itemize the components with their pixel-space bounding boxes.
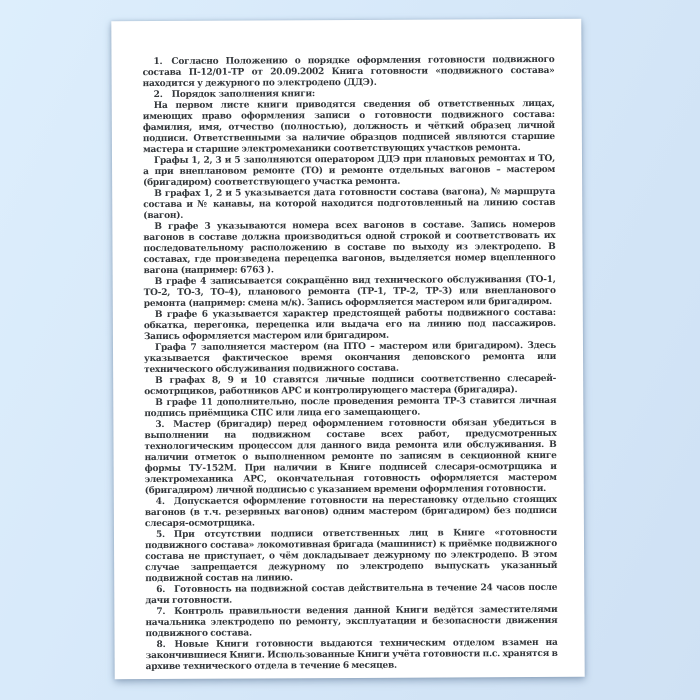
paragraph-number: 5.	[155, 529, 165, 541]
paragraph-text: Готовность на подвижной состав действительна в течение 24 часов после дачи готовности.	[145, 582, 558, 607]
paragraph	[144, 418, 556, 497]
paragraph-number: 8.	[156, 639, 166, 651]
paragraph	[143, 154, 555, 189]
paragraph-number: 7.	[156, 606, 166, 618]
paragraph-number: 6.	[156, 584, 166, 596]
paragraph	[146, 638, 558, 673]
paragraph	[144, 341, 556, 376]
paragraph-text: Согласно Положению о порядке оформления готовности подвижного состава П-12/01-ТР от 20.09.2002 Книга готовности «подвижного состава» находится у дежурного по электродепо (ДДЭ).	[142, 54, 555, 90]
paragraph	[143, 220, 555, 277]
paragraph-text: В графе 4 записывается сокращённо вид технического обслуживания (ТО-1, ТО-2, ТО-3, ТО-4), планового ремонта (ТР-1, ТР-2, ТР-3) или внепланового ремонта (например: смена м/к). Запись оформляется мастером или бригадиром.	[143, 274, 556, 310]
paragraph-text: Контроль правильности ведения данной Книги ведётся заместителями начальника электродепо по ремонту, эксплуатации и безопасности движения подвижного состава.	[145, 604, 558, 640]
paragraph-text: В графах 8, 9 и 10 ставятся личные подписи соответственно слесарей-осмотрщиков, работников АРС и контролирующего мастера (бригадира).	[144, 373, 557, 398]
paragraph-number: 3.	[155, 419, 165, 431]
paragraph	[143, 99, 555, 156]
paragraph-text: Графы 1, 2, 3 и 5 заполняются оператором ДДЭ при плановых ремонтах и ТО, а при внеплановом ремонте (ТО) и ремонте отдельных вагонов – мастером (бригадиром) соответствующего участка ремонта.	[143, 153, 556, 189]
paragraph	[144, 275, 556, 310]
paragraph	[144, 374, 556, 398]
paragraph-text: На первом листе книги приводятся сведения об ответственных лицах, имеющих право оформления записи о готовности подвижного состава: фамилия, имя, отчество (полностью), должность и чёткий образец личной подписи. Ответственными за наличие образцов подписей являются старшие мастера и старшие электромеханики соответствующих участков ремонта.	[142, 98, 555, 156]
document-page	[111, 19, 584, 679]
paragraph-text: Мастер (бригадир) перед оформлением готовности обязан убедиться в выполнении на подвижном составе всех работ, предусмотренных технологическим процессом для данного вида ремонта или обслуживания. В наличии отметок о выполненном ремонте по записям в секционной книге формы ТУ-152М. При наличии в Книге подписей слесаря-осмотрщика и электромеханика АРС, окончательная готовность оформляется мастером (бригадиром) личной подписью с указанием времени оформления готовности.	[144, 417, 557, 497]
paragraph	[145, 605, 557, 640]
paragraph-text: В графе 11 дополнительно, после проведения ремонта ТР-3 ставится личная подпись приёмщика СПС или лица его замещающего.	[144, 395, 557, 420]
paragraph-text: Порядок заполнения книги:	[171, 89, 315, 100]
paragraph-text: В графе 3 указываются номера всех вагонов в составе. Запись номеров вагонов в составе должна производиться одной строкой и соответствовать их последовательному расположению в составе по выходу из электродепо. В составах, где произведена перецепка вагонов, выделяется номер вцепленного вагона (например: 6763 ).	[143, 219, 556, 277]
paragraph-text: Допускается оформление готовности на перестановку отдельно стоящих вагонов (в т.ч. резервных вагонов) одним мастером (бригадиром) без подписи слесаря-осмотрщика.	[144, 494, 557, 530]
paragraph-text: При отсутствии подписи ответственных лиц в Книге «готовности подвижного состава» локомотивная бригада (машинист) к приёмке подвижного состава не приступает, о чём докладывает дежурному по электродепо. В этом случае запрещается дежурному по электродепо выпускать указанный подвижной состав на линию.	[145, 527, 558, 585]
paragraph	[144, 308, 556, 343]
paragraph-text: В графах 1, 2 и 5 указывается дата готовности состава (вагона), № маршрута состава и № канавы, на которой находится подготовленный на линию состав (вагон).	[143, 186, 556, 222]
paragraph	[144, 396, 556, 420]
paragraph-text: Графа 7 заполняется мастером (на ПТО – мастером или бригадиром). Здесь указывается фактическое время окончания деповского ремонта или технического обслуживания подвижного состава.	[144, 340, 557, 376]
paragraph	[142, 55, 554, 90]
paragraph-number: 1.	[153, 56, 163, 68]
paragraph-text: Новые Книги готовности выдаются техническим отделом взамен на закончившиеся Книги. Использованные Книги учёта готовности п.с. хранятся в архиве технического отдела в течение 6 месяцев.	[145, 637, 558, 673]
paragraph	[145, 495, 557, 530]
document-text	[142, 55, 557, 673]
paragraph-text: В графе 6 указывается характер предстоящей работы подвижного состава: обкатка, перегонка, перецепка или выдача его на линию под пассажиров. Запись оформляется мастером или бригадиром.	[143, 307, 556, 343]
paragraph-number: 4.	[155, 496, 165, 508]
paragraph	[145, 528, 557, 585]
paragraph	[145, 583, 557, 607]
paragraph	[143, 187, 555, 222]
paragraph-number: 2.	[153, 89, 163, 101]
